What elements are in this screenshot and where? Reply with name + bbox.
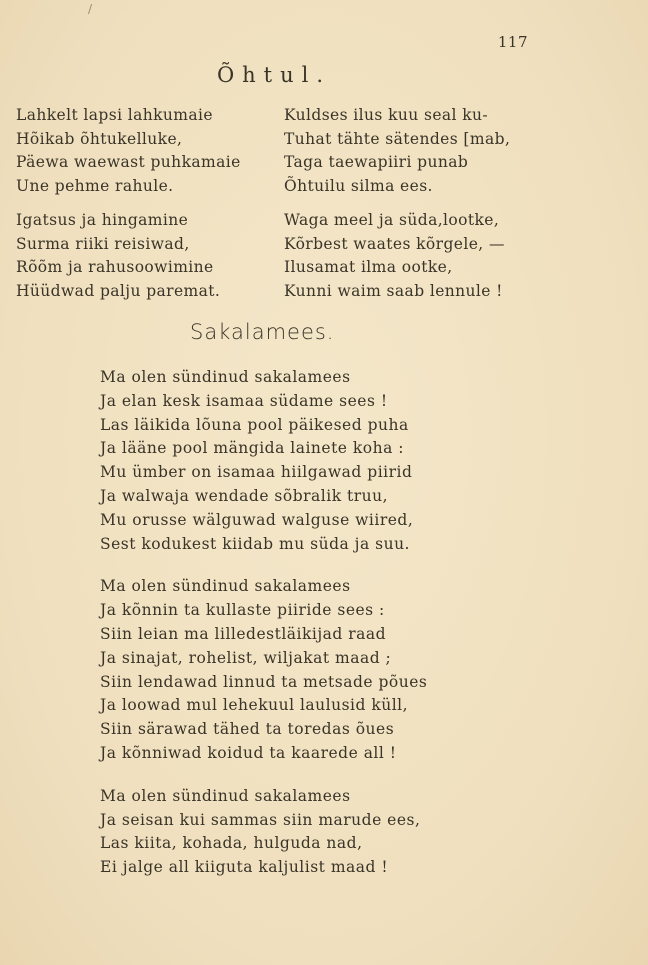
verse-line: Õhtuilu silma ees. bbox=[284, 176, 433, 195]
verse-line: Kunni waim saab lennule ! bbox=[284, 281, 503, 300]
verse-line: Ja loowad mul lehekuul laulusid küll, bbox=[100, 696, 409, 715]
poem2-body bbox=[100, 366, 427, 899]
verse-line: Ja seisan kui sammas siin marude ees, bbox=[100, 810, 421, 829]
verse-line: Ei jalge all kiiguta kaljulist maad ! bbox=[100, 858, 389, 877]
verse-line: Ja elan kesk isamaa südame sees ! bbox=[100, 391, 388, 410]
poem1-left-column bbox=[16, 104, 241, 314]
verse-line: Surma riiki reisiwad, bbox=[16, 234, 190, 253]
verse-line: Ja kõnniwad koidud ta kaarede all ! bbox=[100, 743, 397, 762]
verse-line: Siin särawad tähed ta toredas õues bbox=[100, 720, 395, 739]
verse-line: Ja lääne pool mängida lainete koha : bbox=[100, 439, 405, 458]
poem2-stanza-1 bbox=[100, 366, 427, 556]
poem-title-ohtul: Õhtul. bbox=[216, 63, 332, 87]
verse-line: Kuldses ilus kuu seal ku- bbox=[284, 106, 489, 124]
poem2-stanza-2 bbox=[100, 575, 427, 765]
verse-line: Ja sinajat, rohelist, wiljakat maad ; bbox=[100, 648, 392, 667]
verse-line: Ja walwaja wendade sõbralik truu, bbox=[100, 486, 389, 505]
verse-line: Mu ümber on isamaa hiilgawad piirid bbox=[100, 463, 413, 482]
verse-line: Ilusamat ilma ootke, bbox=[284, 258, 453, 276]
verse-line: Ja kõnnin ta kullaste piiride sees : bbox=[100, 601, 385, 620]
poem1-right-stanza-2 bbox=[284, 209, 510, 303]
poem-title-sakalamees: Sakalamees. bbox=[190, 320, 335, 344]
verse-line: Siin leian ma lilledestläikijad raad bbox=[100, 624, 387, 643]
poem1-right-stanza-1 bbox=[284, 104, 510, 198]
verse-line: Igatsus ja hingamine bbox=[16, 211, 189, 229]
verse-line: Taga taewapiiri punab bbox=[284, 153, 469, 171]
page-number: 117 bbox=[497, 33, 528, 51]
verse-line: Päewa waewast puhkamaie bbox=[16, 153, 241, 171]
verse-line: Tuhat tähte sätendes [mab, bbox=[284, 129, 511, 148]
verse-line: Une pehme rahule. bbox=[16, 176, 174, 195]
verse-line: Waga meel ja süda,lootke, bbox=[284, 211, 500, 229]
verse-line: Ma olen sündinud sakalamees bbox=[100, 368, 351, 386]
verse-line: Hüüdwad palju paremat. bbox=[16, 281, 221, 300]
poem1-left-stanza-2 bbox=[16, 209, 241, 303]
poem1-right-column bbox=[284, 104, 510, 314]
paper-mark: / bbox=[88, 2, 93, 16]
verse-line: Lahkelt lapsi lahkumaie bbox=[16, 106, 213, 124]
verse-line: Sest kodukest kiidab mu süda ja suu. bbox=[100, 534, 410, 553]
verse-line: Las kiita, kohada, hulguda nad, bbox=[100, 834, 363, 853]
verse-line: Mu orusse wälguwad walguse wiired, bbox=[100, 510, 414, 529]
verse-line: Hõikab õhtukelluke, bbox=[16, 129, 183, 148]
verse-line: Ma olen sündinud sakalamees bbox=[100, 577, 351, 596]
poem1-left-stanza-1 bbox=[16, 104, 241, 198]
verse-line: Las läikida lõuna pool päikesed puha bbox=[100, 415, 409, 434]
poem2-stanza-3 bbox=[100, 785, 427, 880]
verse-line: Ma olen sündinud sakalamees bbox=[100, 786, 351, 805]
verse-line: Rõõm ja rahusoowimine bbox=[16, 258, 214, 276]
verse-line: Siin lendawad linnud ta metsade põues bbox=[100, 672, 428, 691]
verse-line: Kõrbest waates kõrgele, — bbox=[284, 234, 505, 253]
